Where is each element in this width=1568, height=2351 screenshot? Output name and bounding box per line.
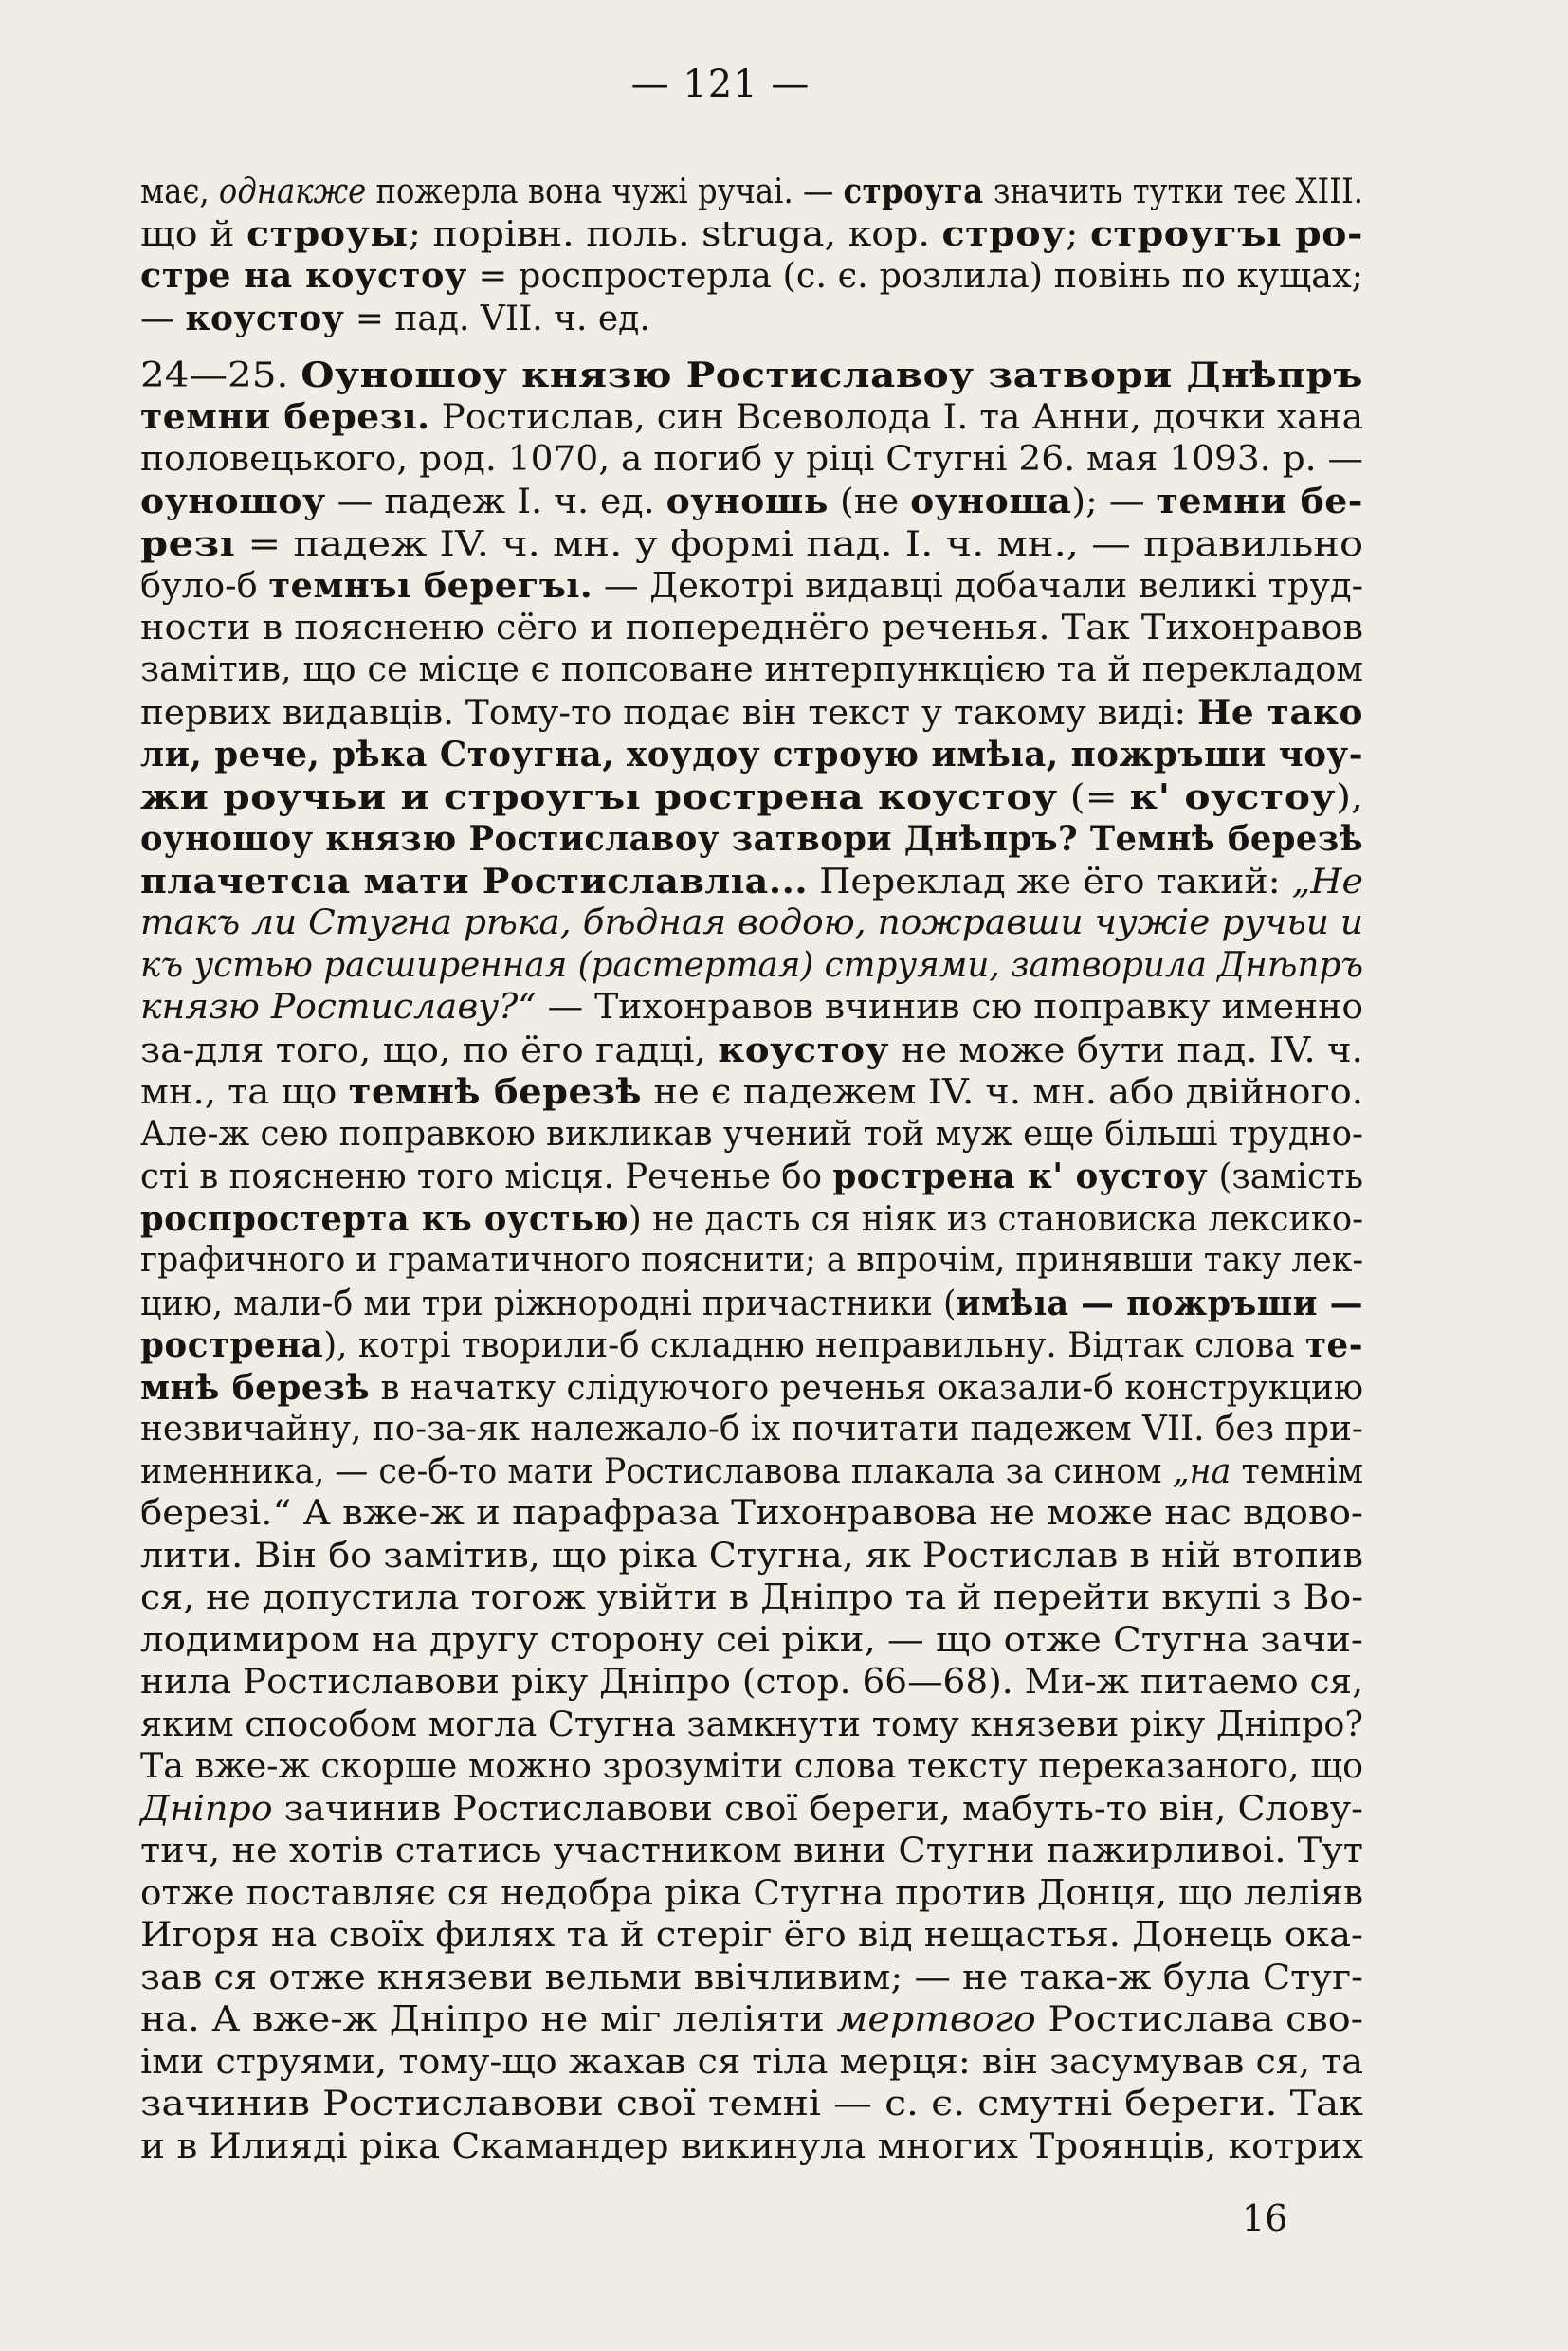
text-line — [140, 902, 1363, 945]
text-segment: ), — [1336, 777, 1363, 817]
text-segment: Але-ж сею поправкою викликав учений той муж еще більші трудно- — [140, 1114, 1363, 1154]
text-segment: = роспростерла (с. є. розлила) повінь по кущах; — [466, 257, 1363, 296]
text-segment: Игоря на своїх филях та й стеріг ёго від нещастья. Донець ока- — [140, 1916, 1363, 1955]
text-segment: ); — — [1071, 483, 1157, 521]
church-slavonic-quote: темнѣ березѣ — [348, 1072, 643, 1112]
church-slavonic-quote: оуношоу — [140, 482, 326, 521]
text-segment: ся, не допустила тогож увійти в Дніпро та й перейти вкупі з Во- — [140, 1578, 1363, 1617]
italic-text: мертвого — [836, 2000, 1036, 2039]
text-segment: Ростислав, син Всеволода І. та Анни, дочки хана — [429, 398, 1363, 437]
church-slavonic-quote: оуношь — [665, 482, 829, 521]
italic-text: „на — [1172, 1451, 1231, 1491]
church-slavonic-quote: те- — [1304, 1325, 1363, 1365]
text-line — [140, 355, 1363, 397]
text-line — [140, 1873, 1363, 1916]
text-segment: (= — [1057, 777, 1130, 817]
text-line — [140, 649, 1363, 692]
text-segment: зав ся отже князеви вельми ввічливим; — не така-ж була Стуг- — [140, 1958, 1363, 1997]
church-slavonic-quote: Оуношоу князю Ростиславоу затвори Днѣпръ — [301, 355, 1363, 395]
text-segment: цию, мали-б ми три ріжнородні причастники ( — [140, 1284, 957, 1323]
text-segment: зачинив Ростиславови свої темні — с. є. смутні береги. Так — [140, 2085, 1364, 2123]
text-segment: не може бути пад. IV. ч. — [888, 1030, 1363, 1070]
text-line — [140, 1367, 1363, 1410]
church-slavonic-quote: имѣıа — пожръши — — [956, 1283, 1363, 1323]
text-line — [140, 1324, 1363, 1367]
church-slavonic-quote: строуы — [246, 213, 409, 254]
text-segment: має, — [140, 173, 219, 211]
text-segment: ), котрі творили-б складню неправильну. Відтак слова — [323, 1326, 1305, 1365]
church-slavonic-quote: плачетсıа мати Ростиславлıа... — [140, 861, 809, 902]
text-line — [140, 1030, 1363, 1072]
text-segment: іми струями, тому-що жахав ся тіла мерця: він засумував ся, та — [140, 2042, 1363, 2082]
church-slavonic-quote: темни бе- — [1156, 482, 1363, 521]
text-segment: графичного и граматичного пояснити; а впрочім, принявши таку лек- — [140, 1241, 1363, 1280]
text-segment: = пад. VII. ч. ед. — [344, 299, 650, 338]
text-segment: не є падежем IV. ч. мн. або двійного. — [642, 1073, 1363, 1112]
church-slavonic-quote: строу — [941, 213, 1067, 254]
text-segment: замітив, що се місце є попсоване интерпункцією та й перекладом — [140, 650, 1363, 689]
text-segment: Ростислава сво- — [1035, 2000, 1363, 2039]
text-segment: за-для того, що, по ёго гадці, — [140, 1030, 719, 1070]
italic-text: Дніпро — [140, 1789, 273, 1829]
church-slavonic-quote: темни березı. — [140, 397, 430, 437]
church-slavonic-quote: рострена к' оустоу — [832, 1157, 1209, 1196]
text-line — [140, 298, 1363, 355]
text-segment: Переклад же ёго такий: — [808, 862, 1292, 902]
text-line — [140, 171, 1363, 213]
text-line — [140, 1198, 1363, 1241]
text-segment: и в Илияді ріка Скамандер викинула многих Троянців, котрих — [140, 2126, 1363, 2166]
text-segment: тич, не хотів статись участником вини Стугни пажирливоі. Тут — [140, 1832, 1363, 1870]
church-slavonic-quote: к' оустоу — [1129, 776, 1337, 817]
text-line — [140, 213, 1363, 256]
church-slavonic-quote: строуга — [843, 172, 984, 211]
church-slavonic-quote: стре на коустоу — [140, 256, 467, 296]
church-slavonic-quote: ли, рече, рѣка Стоугна, хоудоу строую имѣıа, пожръши чоу- — [140, 735, 1363, 775]
text-segment: березі.“ А вже-ж и парафраза Тихонравова не може нас вдово- — [140, 1494, 1363, 1533]
text-line — [140, 1409, 1363, 1451]
church-slavonic-quote: Не тако — [1196, 692, 1363, 733]
church-slavonic-quote: коустоу — [718, 1030, 889, 1070]
text-line — [140, 523, 1363, 566]
text-line — [140, 1620, 1363, 1663]
text-segment: ; — [1066, 214, 1090, 254]
text-segment: на. А вже-ж Дніпро не міг леліяти — [140, 2000, 837, 2039]
text-line — [140, 439, 1363, 482]
text-segment: лодимиром на другу сторону сеі ріки, — що отже Стугна зачи- — [140, 1620, 1363, 1660]
text-segment: = падеж IV. ч. мн. у формі пад. І. ч. мн., — правильно — [235, 524, 1364, 564]
text-line — [140, 1958, 1363, 2000]
text-line — [140, 1577, 1363, 1620]
italic-text: къ устью расширенная (растертая) струями, затворила Днѣпръ — [140, 945, 1363, 985]
text-line — [140, 692, 1363, 735]
page-number: — 121 — — [630, 63, 811, 106]
commentary-text — [140, 171, 1363, 2168]
text-line — [140, 481, 1363, 523]
text-segment: отже поставляє ся недобра ріка Стугна против Донця, що леліяв — [140, 1873, 1363, 1913]
text-segment: лити. Він бо замітив, що ріка Стугна, як Ростислав в ній втопив — [140, 1536, 1363, 1576]
text-segment: значить тутки теє XIII. — [983, 173, 1363, 211]
church-slavonic-quote: темнъı берегъı. — [268, 566, 593, 606]
text-segment: половецького, род. 1070, а погиб у ріці Стугні 26. мая 1093. р. — — [140, 439, 1364, 479]
text-line — [140, 1999, 1363, 2042]
text-line — [140, 2126, 1363, 2169]
church-slavonic-quote: роспростерта къ оустью — [140, 1198, 629, 1239]
text-line — [140, 818, 1363, 861]
text-segment: первих видавців. Тому-то подає він текст у такому виді: — [140, 693, 1197, 733]
text-line — [140, 1915, 1363, 1958]
church-slavonic-quote: оуношоу князю Ростиславоу затвори Днѣпръ? Темнѣ березѣ — [140, 819, 1363, 859]
church-slavonic-quote: строугъı ро- — [1089, 213, 1363, 254]
text-line — [140, 2042, 1363, 2085]
text-segment: зачинив Ростиславови свої береги, мабуть-то він, Слову- — [272, 1789, 1364, 1829]
text-segment: було-б — [140, 567, 269, 606]
church-slavonic-quote: мнѣ березѣ — [140, 1367, 371, 1408]
text-segment: — Декотрі видавці добачали великі труд- — [593, 567, 1363, 606]
text-line — [140, 1114, 1363, 1157]
text-segment: що й — [140, 214, 246, 254]
text-line — [140, 1746, 1363, 1789]
italic-text: князю Ростиславу?“ — [140, 988, 537, 1027]
text-line — [140, 1451, 1363, 1494]
church-slavonic-quote: жи роучьи и строугъı рострена коустоу — [140, 776, 1058, 817]
italic-text: такъ ли Стугна рѣка, бѣдная водою, пожравши чужіе ручьи и — [140, 903, 1363, 942]
text-segment: именника, — се-б-то мати Ростиславова плакала за сином — [140, 1451, 1173, 1491]
text-segment: в начатку слідуючого реченья оказали-б конструкцию — [370, 1368, 1364, 1408]
text-segment: мн., та що — [140, 1073, 349, 1112]
text-line — [140, 1831, 1363, 1873]
text-line — [140, 565, 1363, 608]
text-line — [140, 945, 1363, 988]
text-segment: Та вже-ж скорше можно зрозуміти слова тексту переказаного, що — [140, 1747, 1363, 1786]
text-line — [140, 255, 1363, 298]
text-segment: — — [140, 299, 186, 338]
text-segment: (не — [828, 483, 911, 521]
signature-mark: 16 — [1242, 2197, 1288, 2239]
text-line — [140, 608, 1363, 650]
text-line — [140, 1156, 1363, 1198]
church-slavonic-quote: резı — [140, 523, 236, 564]
text-line — [140, 987, 1363, 1030]
text-line — [140, 1662, 1363, 1704]
text-segment: ности в поясненю сёго и попереднёго реченья. Так Тихонравов — [140, 608, 1363, 647]
italic-text: однакже — [218, 173, 367, 211]
text-segment: сті в поясненю того місця. Реченье бо — [140, 1157, 833, 1196]
text-segment: темнім — [1231, 1451, 1363, 1491]
church-slavonic-quote: рострена — [140, 1325, 324, 1365]
text-segment: ; порівн. поль. struga, кор. — [408, 214, 942, 254]
text-segment: ) не дасть ся ніяк из становиска лексико- — [629, 1199, 1363, 1239]
text-line — [140, 1493, 1363, 1536]
text-line — [140, 2084, 1363, 2126]
text-line — [140, 1071, 1363, 1114]
text-segment: 24—25. — [140, 355, 301, 395]
italic-text: „Не — [1291, 862, 1364, 902]
text-line — [140, 861, 1363, 903]
text-line — [140, 1536, 1363, 1578]
text-line — [140, 1240, 1363, 1283]
text-line — [140, 1704, 1363, 1747]
text-line — [140, 776, 1363, 819]
text-segment: — Тихонравов вчинив сю поправку именно — [536, 988, 1364, 1027]
text-segment: яким способом могла Стугна замкнути тому князеви ріку Дніпро? — [140, 1704, 1363, 1744]
text-segment: нила Ростиславови ріку Дніпро (стор. 66—68). Ми-ж питаемо ся, — [140, 1663, 1363, 1702]
text-segment: незвичайну, по-за-як належало-б іх почитати падежем VII. без при- — [140, 1410, 1363, 1449]
text-segment: — падеж І. ч. ед. — [325, 483, 666, 521]
text-line — [140, 1283, 1363, 1325]
text-line — [140, 396, 1363, 439]
church-slavonic-quote: коустоу — [185, 298, 345, 338]
text-line — [140, 1789, 1363, 1832]
text-segment: (замість — [1208, 1157, 1363, 1196]
text-segment: пожерла вона чужі ручаі. — — [366, 173, 844, 211]
text-line — [140, 734, 1363, 776]
church-slavonic-quote: оуноша — [910, 482, 1072, 521]
